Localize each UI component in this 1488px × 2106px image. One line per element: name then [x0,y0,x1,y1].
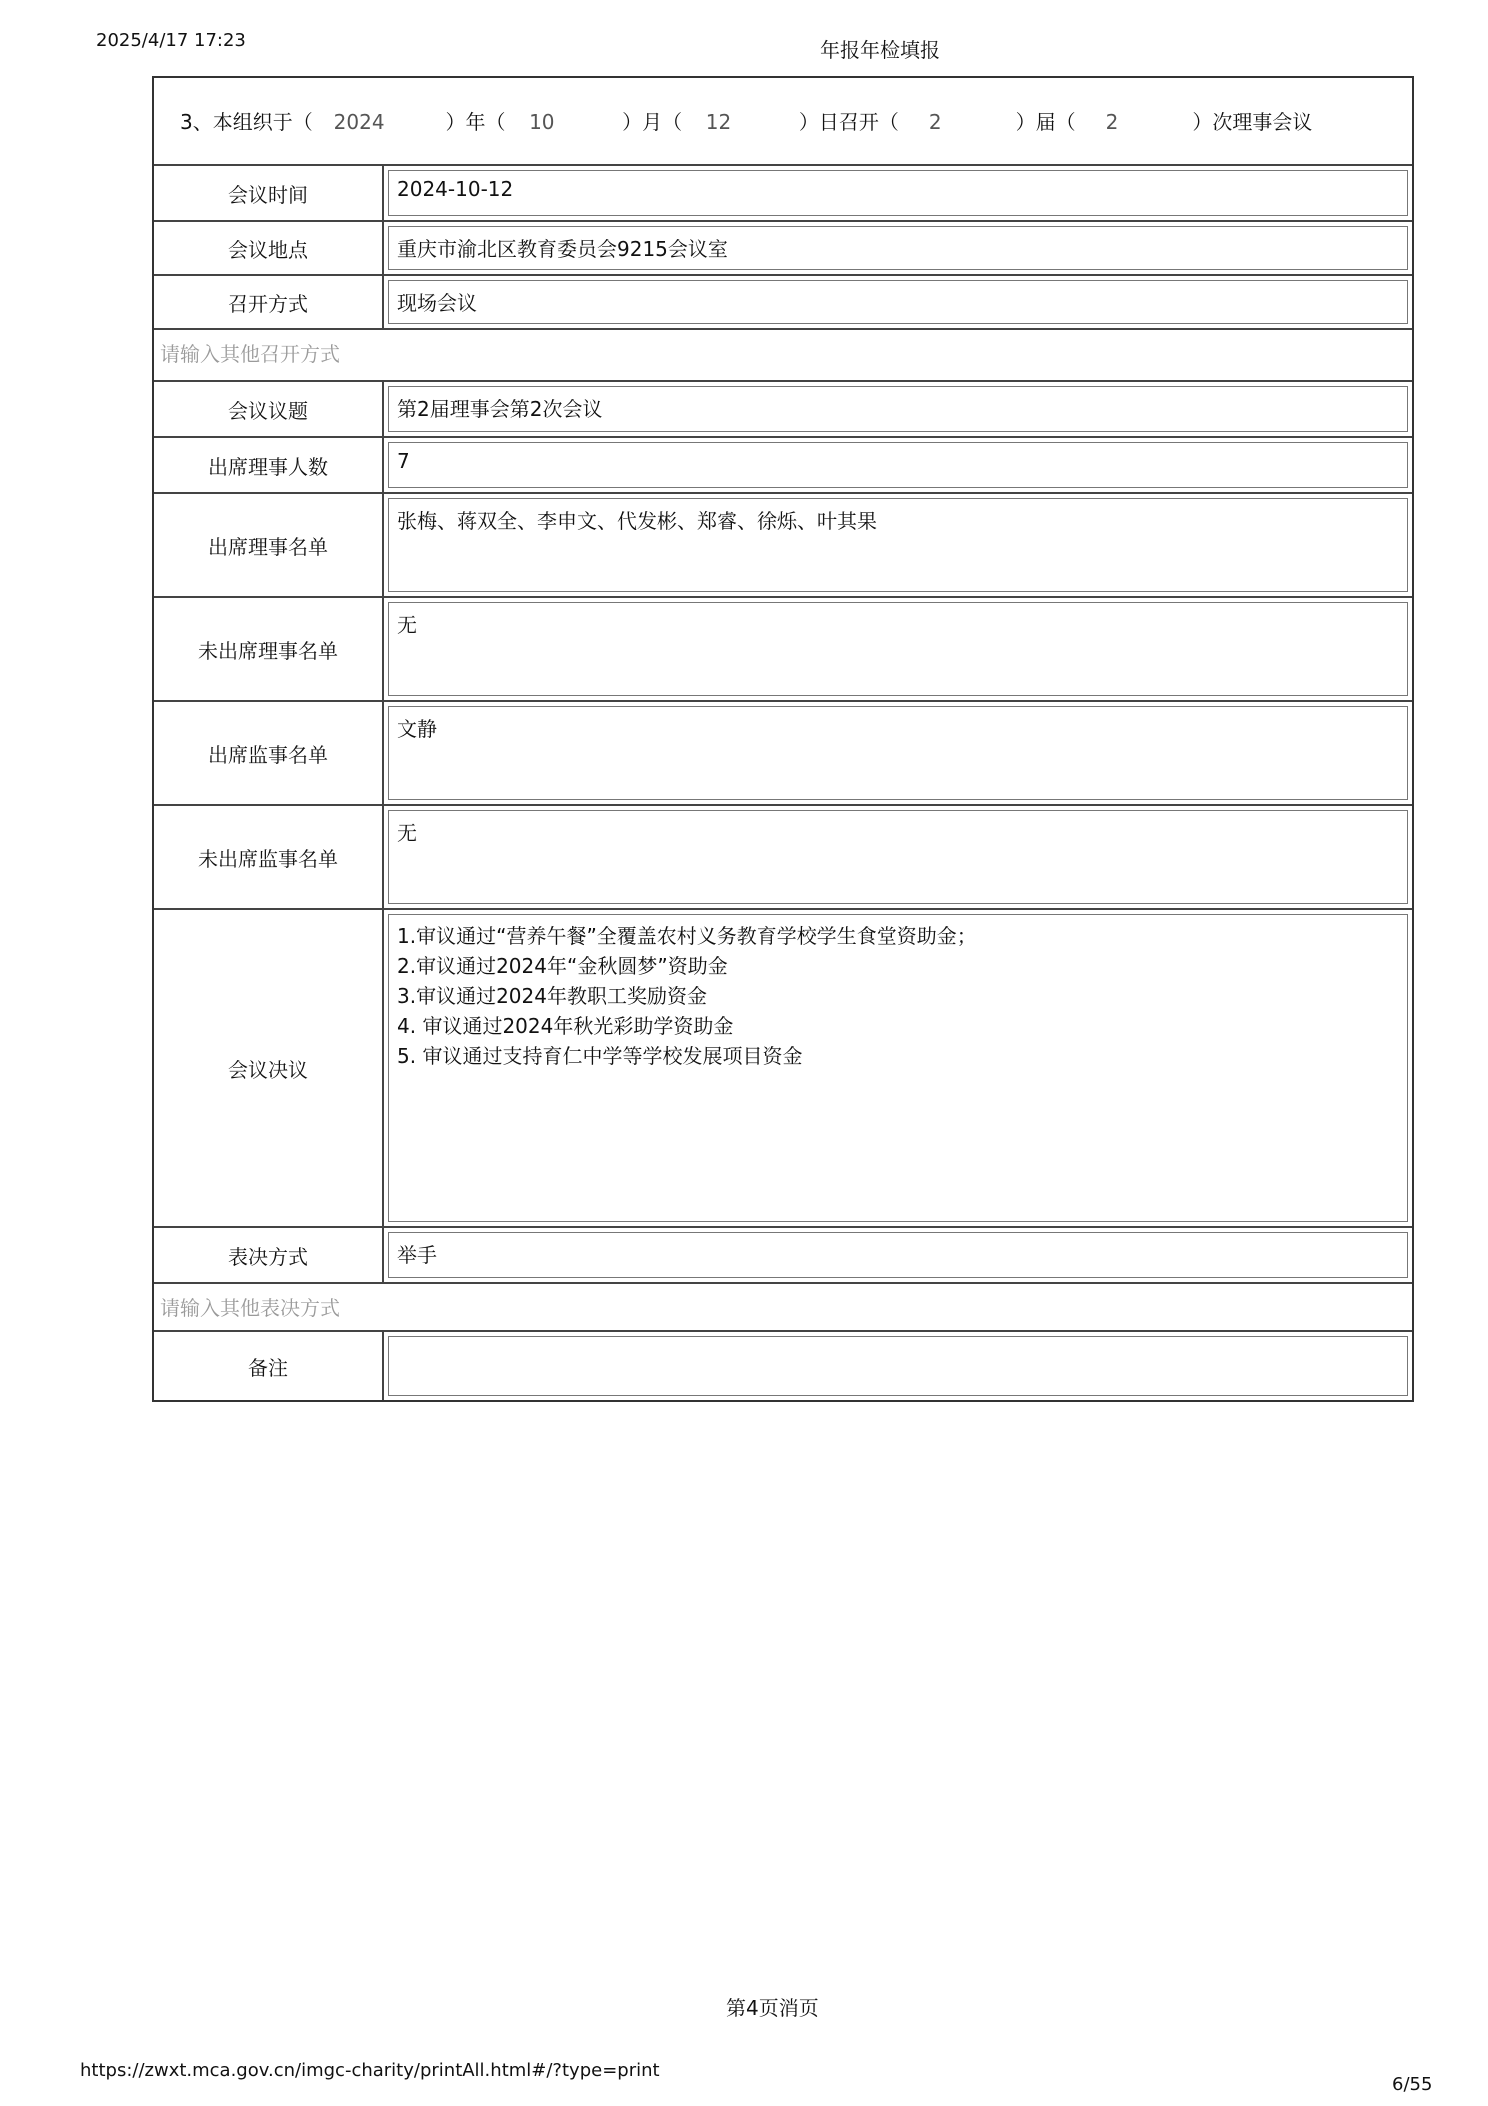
absent-directors-label: 未出席理事名单 [154,598,384,700]
other-method-placeholder: 请输入其他召开方式 [160,342,340,366]
meeting-topic-field[interactable]: 第2届理事会第2次会议 [388,386,1408,432]
page-title: 年报年检填报 [820,38,940,62]
statement-year-suffix: ）年（ [445,110,506,134]
meeting-method-label: 召开方式 [154,276,384,328]
meeting-topic-row [154,382,1412,438]
meeting-statement-row [154,78,1412,166]
meeting-place-field[interactable]: 重庆市渝北区教育委员会9215会议室 [388,226,1408,270]
resolution-item: 4. 审议通过2024年秋光彩助学资助金 [397,1014,734,1038]
other-method-input[interactable] [154,330,1412,382]
statement-term-suffix: ）届（ [1015,110,1076,134]
resolutions-field[interactable] [388,914,1408,1222]
other-voting-placeholder: 请输入其他表决方式 [160,1296,340,1320]
statement-prefix: 3、本组织于（ [180,110,313,134]
meeting-form [152,76,1414,1402]
statement-session-suffix: ）次理事会议 [1192,110,1313,134]
attending-supervisors-row [154,702,1412,806]
resolutions-row [154,910,1412,1228]
meeting-time-label: 会议时间 [154,166,384,220]
meeting-time-row [154,166,1412,222]
page-number-footer: 第4页消页 [726,1996,819,2020]
meeting-day-field[interactable]: 12 [705,110,732,134]
remarks-field[interactable] [388,1336,1408,1396]
meeting-place-row [154,222,1412,276]
attending-directors-label: 出席理事名单 [154,494,384,596]
meeting-topic-label: 会议议题 [154,382,384,436]
attending-supervisors-label: 出席监事名单 [154,702,384,804]
attending-count-field[interactable]: 7 [388,442,1408,488]
attending-count-row [154,438,1412,494]
voting-method-row [154,1228,1412,1284]
voting-method-field[interactable]: 举手 [388,1232,1408,1278]
print-timestamp: 2025/4/17 17:23 [96,30,246,51]
remarks-label: 备注 [154,1332,384,1400]
meeting-method-row [154,276,1412,330]
meeting-place-label: 会议地点 [154,222,384,274]
absent-directors-field[interactable]: 无 [388,602,1408,696]
attending-directors-row [154,494,1412,598]
print-url: https://zwxt.mca.gov.cn/imgc-charity/printAll.html#/?type=print [80,2060,660,2081]
meeting-time-field[interactable]: 2024-10-12 [388,170,1408,216]
meeting-year-field[interactable]: 2024 [333,110,385,134]
statement-day-suffix: ）日召开（ [798,110,899,134]
meeting-term-field[interactable]: 2 [928,110,942,134]
attending-count-label: 出席理事人数 [154,438,384,492]
statement-month-suffix: ）月（ [622,110,683,134]
other-voting-input[interactable] [154,1284,1412,1332]
page-count: 6/55 [1392,2074,1433,2095]
absent-supervisors-label: 未出席监事名单 [154,806,384,908]
absent-supervisors-field[interactable]: 无 [388,810,1408,904]
absent-directors-row [154,598,1412,702]
meeting-statement [180,106,1312,135]
absent-supervisors-row [154,806,1412,910]
voting-method-label: 表决方式 [154,1228,384,1282]
meeting-method-field[interactable]: 现场会议 [388,280,1408,324]
attending-directors-field[interactable]: 张梅、蒋双全、李申文、代发彬、郑睿、徐烁、叶其果 [388,498,1408,592]
resolutions-label: 会议决议 [154,910,384,1226]
remarks-row [154,1332,1412,1400]
resolution-item: 2.审议通过2024年“金秋圆梦”资助金 [397,954,728,978]
resolution-item: 5. 审议通过支持育仁中学等学校发展项目资金 [397,1044,803,1068]
resolution-item: 3.审议通过2024年教职工奖励资金 [397,984,707,1008]
attending-supervisors-field[interactable]: 文静 [388,706,1408,800]
meeting-session-field[interactable]: 2 [1105,110,1119,134]
meeting-month-field[interactable]: 10 [529,110,555,134]
resolution-item: 1.审议通过“营养午餐”全覆盖农村义务教育学校学生食堂资助金； [397,924,977,948]
